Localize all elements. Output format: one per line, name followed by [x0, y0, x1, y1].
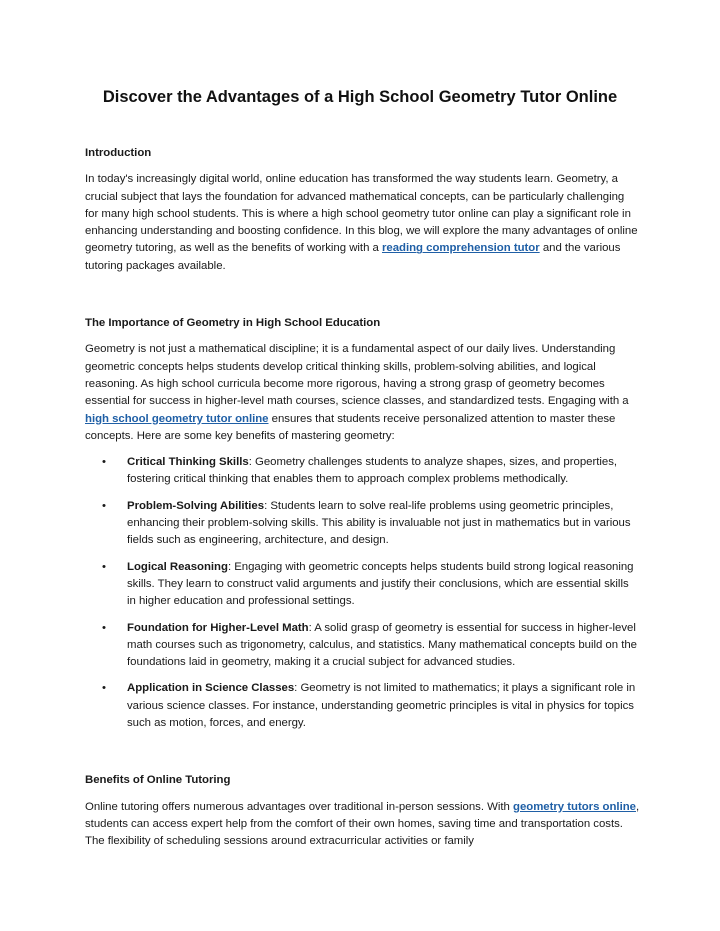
benefits-heading: Benefits of Online Tutoring — [85, 774, 231, 787]
bullet-icon: • — [102, 560, 106, 573]
bullet-icon: • — [102, 621, 106, 634]
bullet-icon: • — [102, 499, 106, 512]
bullet-icon: • — [102, 682, 106, 695]
document-body — [85, 145, 640, 851]
list-item-title: Problem-Solving Abilities — [127, 499, 265, 512]
list-item-text: : A solid grasp of geometry is essential for success in higher-level math courses such as trigonometry, calculus, and statistics. Many mathematical concepts build on the foundations laid in geometry, making it a crucial subject for advanced studies. — [127, 621, 637, 669]
list-item — [85, 498, 640, 550]
importance-text-2: ensures that students receive personalized attention to master these concepts. Here are some key benefits of mastering geometry: — [85, 412, 616, 442]
list-item-title: Application in Science Classes — [127, 682, 295, 695]
benefits-text-1: Online tutoring offers numerous advantages over traditional in-person sessions. With — [85, 800, 513, 813]
list-item-title: Logical Reasoning — [127, 560, 228, 573]
intro-paragraph — [85, 171, 640, 275]
intro-text-1: In today's increasingly digital world, online education has transformed the way students learn. Geometry, a crucial subject that lays the foundation for advanced mathematical concepts, can be particularly challenging for many high school students. This is where a high school geometry tutor online can play a significant role in enhancing understanding and boosting confidence. In this blog, we will explore the many advantages of online geometry tutoring, as well as the benefits of working with a — [85, 173, 638, 255]
importance-heading: The Importance of Geometry in High School Education — [85, 317, 381, 330]
list-item-text: : Students learn to solve real-life problems using geometric principles, enhancing their problem-solving skills. This ability is invaluable not just in mathematics but in various fields such as engineering, architecture, and design. — [127, 499, 631, 547]
intro-heading: Introduction — [85, 147, 152, 159]
bullet-icon: • — [102, 456, 106, 469]
list-item-text: : Engaging with geometric concepts helps students build strong logical reasoning skills. They learn to construct valid arguments and justify their conclusions, which are essential skills in higher education and professional settings. — [127, 560, 634, 608]
list-item — [85, 680, 640, 732]
intro-text-2: and the various tutoring packages available. — [85, 242, 621, 272]
geometry-tutor-online-link[interactable]: high school geometry tutor online — [85, 412, 269, 425]
list-item-title: Foundation for Higher-Level Math — [127, 621, 309, 634]
list-item — [85, 454, 640, 489]
reading-comprehension-tutor-link[interactable]: reading comprehension tutor — [381, 242, 540, 255]
list-item-text: : Geometry is not limited to mathematics; it plays a significant role in various science classes. For instance, understanding geometric principles is vital in physics for topics such as motion, forces, and energy. — [127, 682, 636, 730]
importance-text-1: Geometry is not just a mathematical discipline; it is a fundamental aspect of our daily lives. Understanding geometric concepts helps students develop critical thinking skills, problem-solving abilities, and logical reasoning. As high school curricula become more rigorous, having a strong grasp of geometry becomes essential for success in higher-level math courses, science classes, and standardized tests. Engaging with a — [85, 343, 629, 408]
benefits-text-2: , students can access expert help from the comfort of their own homes, saving time and transportation costs. The flexibility of scheduling sessions around extracurricular activities or family — [85, 800, 640, 848]
list-item — [85, 620, 640, 672]
importance-paragraph — [85, 341, 640, 445]
list-item-text: : Geometry challenges students to analyze shapes, sizes, and properties, fostering critical thinking that enables them to approach complex problems methodically. — [127, 456, 618, 486]
benefits-list — [85, 454, 640, 732]
document-title: Discover the Advantages of a High School Geometry Tutor Online — [102, 88, 618, 106]
list-item-title: Critical Thinking Skills — [127, 456, 249, 469]
geometry-tutors-online-link[interactable]: geometry tutors online — [513, 800, 636, 813]
benefits-paragraph — [85, 799, 640, 851]
list-item — [85, 559, 640, 611]
